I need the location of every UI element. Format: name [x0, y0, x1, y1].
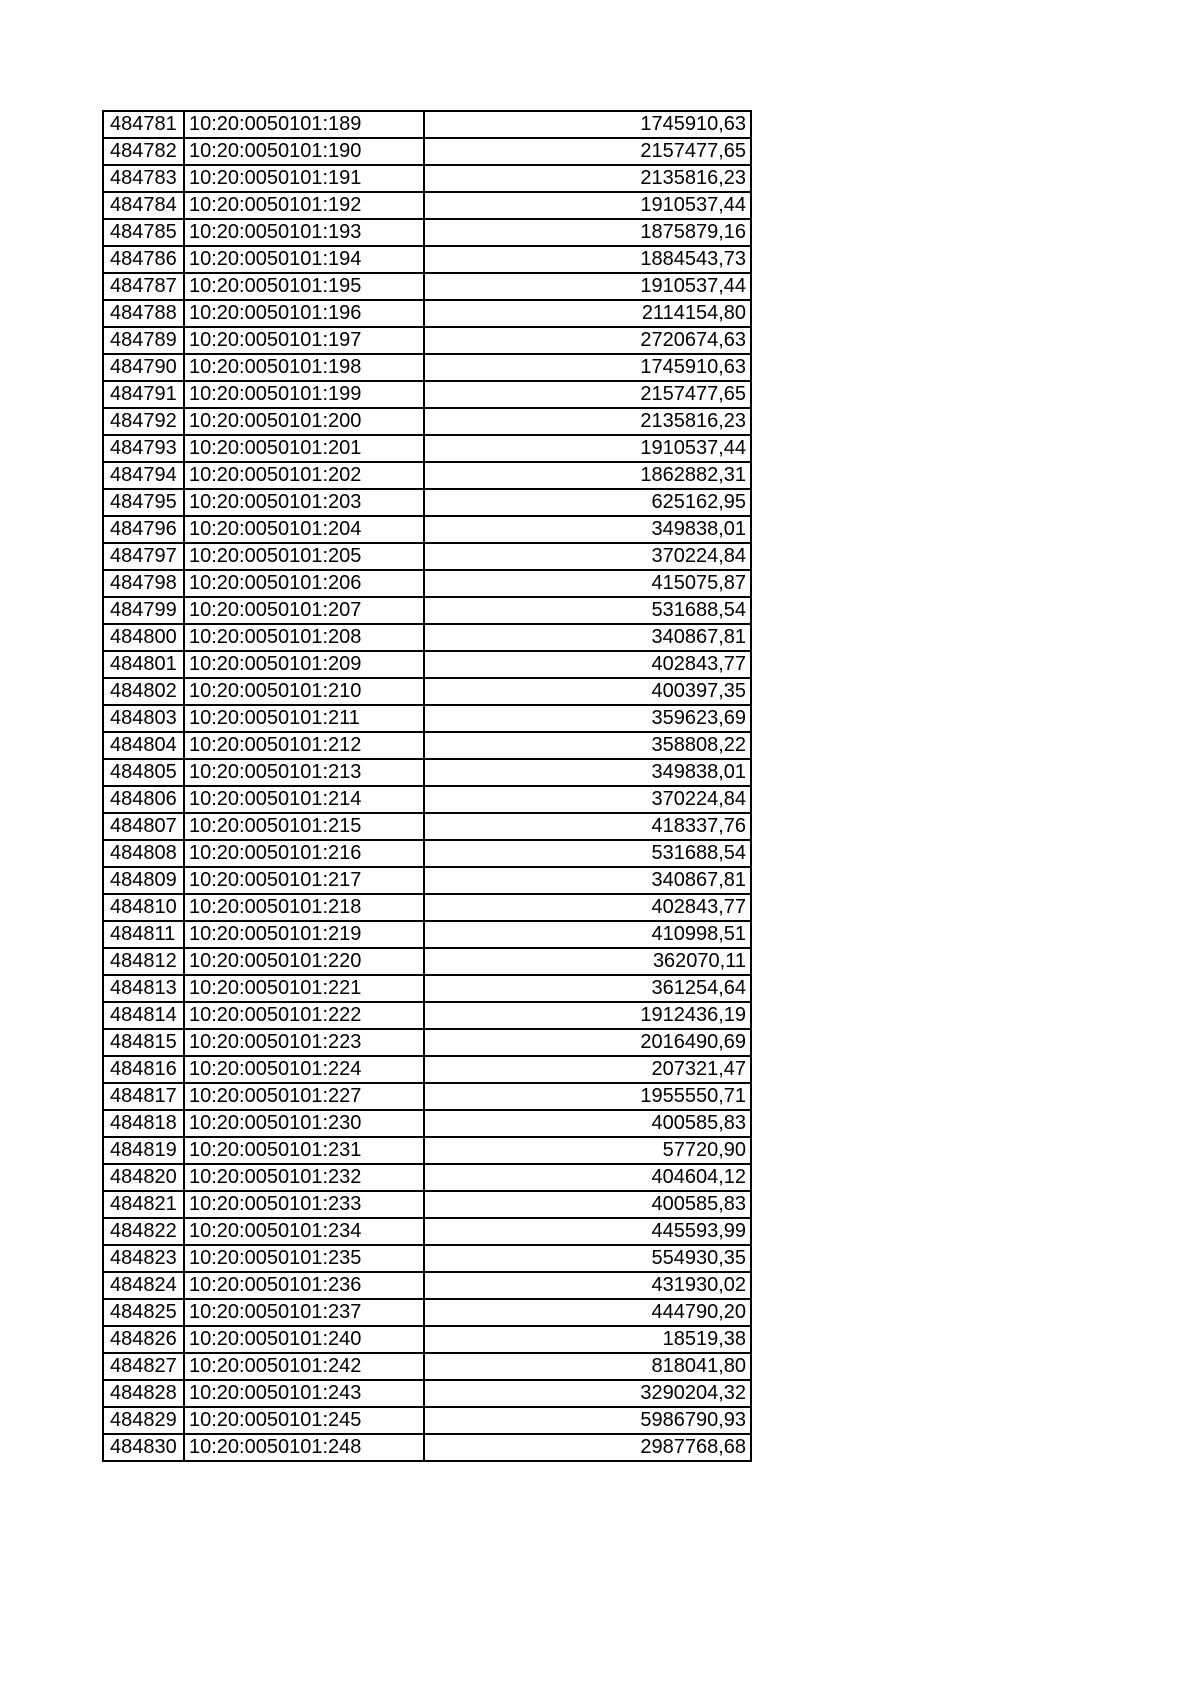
table-row	[103, 921, 751, 948]
row-number-cell: 484826	[103, 1326, 184, 1353]
value-cell: 362070,11	[424, 948, 751, 975]
cadastral-number-cell: 10:20:0050101:222	[184, 1002, 424, 1029]
value-cell: 410998,51	[424, 921, 751, 948]
row-number-cell: 484805	[103, 759, 184, 786]
cadastral-number-cell: 10:20:0050101:189	[184, 111, 424, 138]
table-row	[103, 759, 751, 786]
row-number-cell: 484820	[103, 1164, 184, 1191]
cadastral-number-cell: 10:20:0050101:215	[184, 813, 424, 840]
row-number-cell: 484793	[103, 435, 184, 462]
row-number-cell: 484815	[103, 1029, 184, 1056]
table-row	[103, 651, 751, 678]
value-cell: 1862882,31	[424, 462, 751, 489]
table-row	[103, 1434, 751, 1461]
row-number-cell: 484795	[103, 489, 184, 516]
value-cell: 1910537,44	[424, 273, 751, 300]
value-cell: 2720674,63	[424, 327, 751, 354]
table-row	[103, 570, 751, 597]
cadastral-number-cell: 10:20:0050101:207	[184, 597, 424, 624]
value-cell: 531688,54	[424, 597, 751, 624]
row-number-cell: 484830	[103, 1434, 184, 1461]
row-number-cell: 484801	[103, 651, 184, 678]
table-row	[103, 381, 751, 408]
table-row	[103, 1002, 751, 1029]
table-row	[103, 1353, 751, 1380]
value-cell: 554930,35	[424, 1245, 751, 1272]
value-cell: 531688,54	[424, 840, 751, 867]
row-number-cell: 484781	[103, 111, 184, 138]
row-number-cell: 484810	[103, 894, 184, 921]
cadastral-number-cell: 10:20:0050101:201	[184, 435, 424, 462]
table-row	[103, 597, 751, 624]
cadastral-number-cell: 10:20:0050101:219	[184, 921, 424, 948]
row-number-cell: 484818	[103, 1110, 184, 1137]
value-cell: 358808,22	[424, 732, 751, 759]
cadastral-number-cell: 10:20:0050101:234	[184, 1218, 424, 1245]
cadastral-number-cell: 10:20:0050101:230	[184, 1110, 424, 1137]
cadastral-number-cell: 10:20:0050101:199	[184, 381, 424, 408]
row-number-cell: 484786	[103, 246, 184, 273]
table-row	[103, 354, 751, 381]
cadastral-number-cell: 10:20:0050101:223	[184, 1029, 424, 1056]
cadastral-number-cell: 10:20:0050101:221	[184, 975, 424, 1002]
cadastral-number-cell: 10:20:0050101:248	[184, 1434, 424, 1461]
cadastral-number-cell: 10:20:0050101:197	[184, 327, 424, 354]
value-cell: 2987768,68	[424, 1434, 751, 1461]
value-cell: 402843,77	[424, 894, 751, 921]
cadastral-number-cell: 10:20:0050101:213	[184, 759, 424, 786]
table-row	[103, 165, 751, 192]
table-row	[103, 273, 751, 300]
row-number-cell: 484783	[103, 165, 184, 192]
row-number-cell: 484822	[103, 1218, 184, 1245]
cadastral-number-cell: 10:20:0050101:204	[184, 516, 424, 543]
table-row	[103, 192, 751, 219]
value-cell: 2135816,23	[424, 408, 751, 435]
row-number-cell: 484792	[103, 408, 184, 435]
table-row	[103, 1029, 751, 1056]
row-number-cell: 484808	[103, 840, 184, 867]
cadastral-number-cell: 10:20:0050101:240	[184, 1326, 424, 1353]
table-row	[103, 1326, 751, 1353]
cadastral-number-cell: 10:20:0050101:202	[184, 462, 424, 489]
value-cell: 370224,84	[424, 786, 751, 813]
row-number-cell: 484804	[103, 732, 184, 759]
row-number-cell: 484825	[103, 1299, 184, 1326]
table-body	[103, 111, 751, 1461]
value-cell: 418337,76	[424, 813, 751, 840]
row-number-cell: 484785	[103, 219, 184, 246]
cadastral-number-cell: 10:20:0050101:195	[184, 273, 424, 300]
table-row	[103, 1110, 751, 1137]
value-cell: 57720,90	[424, 1137, 751, 1164]
table-row	[103, 1272, 751, 1299]
value-cell: 1910537,44	[424, 192, 751, 219]
row-number-cell: 484813	[103, 975, 184, 1002]
row-number-cell: 484814	[103, 1002, 184, 1029]
row-number-cell: 484817	[103, 1083, 184, 1110]
table-row	[103, 1137, 751, 1164]
table-row	[103, 246, 751, 273]
row-number-cell: 484823	[103, 1245, 184, 1272]
value-cell: 1875879,16	[424, 219, 751, 246]
cadastral-number-cell: 10:20:0050101:196	[184, 300, 424, 327]
data-table	[102, 110, 752, 1462]
value-cell: 3290204,32	[424, 1380, 751, 1407]
cadastral-number-cell: 10:20:0050101:227	[184, 1083, 424, 1110]
table-row	[103, 462, 751, 489]
table-row	[103, 1245, 751, 1272]
value-cell: 444790,20	[424, 1299, 751, 1326]
table-row	[103, 1083, 751, 1110]
table-row	[103, 678, 751, 705]
row-number-cell: 484812	[103, 948, 184, 975]
table-row	[103, 894, 751, 921]
cadastral-number-cell: 10:20:0050101:214	[184, 786, 424, 813]
cadastral-number-cell: 10:20:0050101:193	[184, 219, 424, 246]
value-cell: 18519,38	[424, 1326, 751, 1353]
value-cell: 1910537,44	[424, 435, 751, 462]
table-row	[103, 705, 751, 732]
table-row	[103, 1218, 751, 1245]
row-number-cell: 484790	[103, 354, 184, 381]
row-number-cell: 484799	[103, 597, 184, 624]
row-number-cell: 484787	[103, 273, 184, 300]
cadastral-number-cell: 10:20:0050101:209	[184, 651, 424, 678]
value-cell: 1912436,19	[424, 1002, 751, 1029]
cadastral-number-cell: 10:20:0050101:242	[184, 1353, 424, 1380]
row-number-cell: 484789	[103, 327, 184, 354]
value-cell: 431930,02	[424, 1272, 751, 1299]
table-row	[103, 840, 751, 867]
value-cell: 340867,81	[424, 867, 751, 894]
row-number-cell: 484784	[103, 192, 184, 219]
table-row	[103, 327, 751, 354]
value-cell: 2135816,23	[424, 165, 751, 192]
table-row	[103, 1299, 751, 1326]
table-row	[103, 867, 751, 894]
cadastral-number-cell: 10:20:0050101:192	[184, 192, 424, 219]
value-cell: 349838,01	[424, 759, 751, 786]
cadastral-number-cell: 10:20:0050101:233	[184, 1191, 424, 1218]
row-number-cell: 484829	[103, 1407, 184, 1434]
row-number-cell: 484809	[103, 867, 184, 894]
row-number-cell: 484827	[103, 1353, 184, 1380]
cadastral-number-cell: 10:20:0050101:236	[184, 1272, 424, 1299]
row-number-cell: 484794	[103, 462, 184, 489]
row-number-cell: 484819	[103, 1137, 184, 1164]
row-number-cell: 484807	[103, 813, 184, 840]
row-number-cell: 484811	[103, 921, 184, 948]
row-number-cell: 484824	[103, 1272, 184, 1299]
value-cell: 1745910,63	[424, 354, 751, 381]
cadastral-number-cell: 10:20:0050101:224	[184, 1056, 424, 1083]
value-cell: 5986790,93	[424, 1407, 751, 1434]
table-row	[103, 786, 751, 813]
value-cell: 207321,47	[424, 1056, 751, 1083]
cadastral-number-cell: 10:20:0050101:211	[184, 705, 424, 732]
cadastral-number-cell: 10:20:0050101:194	[184, 246, 424, 273]
value-cell: 359623,69	[424, 705, 751, 732]
cadastral-number-cell: 10:20:0050101:245	[184, 1407, 424, 1434]
table-row	[103, 1407, 751, 1434]
value-cell: 818041,80	[424, 1353, 751, 1380]
row-number-cell: 484816	[103, 1056, 184, 1083]
value-cell: 1745910,63	[424, 111, 751, 138]
cadastral-number-cell: 10:20:0050101:232	[184, 1164, 424, 1191]
table-row	[103, 219, 751, 246]
cadastral-number-cell: 10:20:0050101:208	[184, 624, 424, 651]
table-row	[103, 408, 751, 435]
cadastral-number-cell: 10:20:0050101:217	[184, 867, 424, 894]
cadastral-number-cell: 10:20:0050101:190	[184, 138, 424, 165]
value-cell: 349838,01	[424, 516, 751, 543]
table-row	[103, 1380, 751, 1407]
value-cell: 402843,77	[424, 651, 751, 678]
table-row	[103, 813, 751, 840]
cadastral-number-cell: 10:20:0050101:210	[184, 678, 424, 705]
value-cell: 1884543,73	[424, 246, 751, 273]
table-row	[103, 1056, 751, 1083]
table-row	[103, 489, 751, 516]
row-number-cell: 484802	[103, 678, 184, 705]
table-row	[103, 300, 751, 327]
cadastral-number-cell: 10:20:0050101:220	[184, 948, 424, 975]
cadastral-number-cell: 10:20:0050101:218	[184, 894, 424, 921]
row-number-cell: 484800	[103, 624, 184, 651]
cadastral-number-cell: 10:20:0050101:235	[184, 1245, 424, 1272]
value-cell: 404604,12	[424, 1164, 751, 1191]
row-number-cell: 484791	[103, 381, 184, 408]
value-cell: 361254,64	[424, 975, 751, 1002]
value-cell: 400585,83	[424, 1110, 751, 1137]
table-row	[103, 732, 751, 759]
value-cell: 400397,35	[424, 678, 751, 705]
table-row	[103, 516, 751, 543]
row-number-cell: 484798	[103, 570, 184, 597]
cadastral-number-cell: 10:20:0050101:205	[184, 543, 424, 570]
cadastral-number-cell: 10:20:0050101:198	[184, 354, 424, 381]
row-number-cell: 484796	[103, 516, 184, 543]
cadastral-number-cell: 10:20:0050101:243	[184, 1380, 424, 1407]
row-number-cell: 484806	[103, 786, 184, 813]
table-row	[103, 624, 751, 651]
value-cell: 370224,84	[424, 543, 751, 570]
value-cell: 2157477,65	[424, 138, 751, 165]
value-cell: 2114154,80	[424, 300, 751, 327]
value-cell: 400585,83	[424, 1191, 751, 1218]
value-cell: 445593,99	[424, 1218, 751, 1245]
row-number-cell: 484803	[103, 705, 184, 732]
value-cell: 1955550,71	[424, 1083, 751, 1110]
cadastral-number-cell: 10:20:0050101:191	[184, 165, 424, 192]
table-row	[103, 1191, 751, 1218]
value-cell: 2016490,69	[424, 1029, 751, 1056]
row-number-cell: 484821	[103, 1191, 184, 1218]
cadastral-number-cell: 10:20:0050101:200	[184, 408, 424, 435]
table-row	[103, 948, 751, 975]
table-row	[103, 435, 751, 462]
cadastral-number-cell: 10:20:0050101:237	[184, 1299, 424, 1326]
cadastral-number-cell: 10:20:0050101:216	[184, 840, 424, 867]
table-row	[103, 975, 751, 1002]
row-number-cell: 484788	[103, 300, 184, 327]
row-number-cell: 484828	[103, 1380, 184, 1407]
cadastral-number-cell: 10:20:0050101:231	[184, 1137, 424, 1164]
table-row	[103, 1164, 751, 1191]
row-number-cell: 484797	[103, 543, 184, 570]
cadastral-number-cell: 10:20:0050101:203	[184, 489, 424, 516]
cadastral-number-cell: 10:20:0050101:212	[184, 732, 424, 759]
value-cell: 415075,87	[424, 570, 751, 597]
cadastral-number-cell: 10:20:0050101:206	[184, 570, 424, 597]
value-cell: 340867,81	[424, 624, 751, 651]
row-number-cell: 484782	[103, 138, 184, 165]
value-cell: 625162,95	[424, 489, 751, 516]
table-row	[103, 138, 751, 165]
table-row	[103, 111, 751, 138]
value-cell: 2157477,65	[424, 381, 751, 408]
table-row	[103, 543, 751, 570]
